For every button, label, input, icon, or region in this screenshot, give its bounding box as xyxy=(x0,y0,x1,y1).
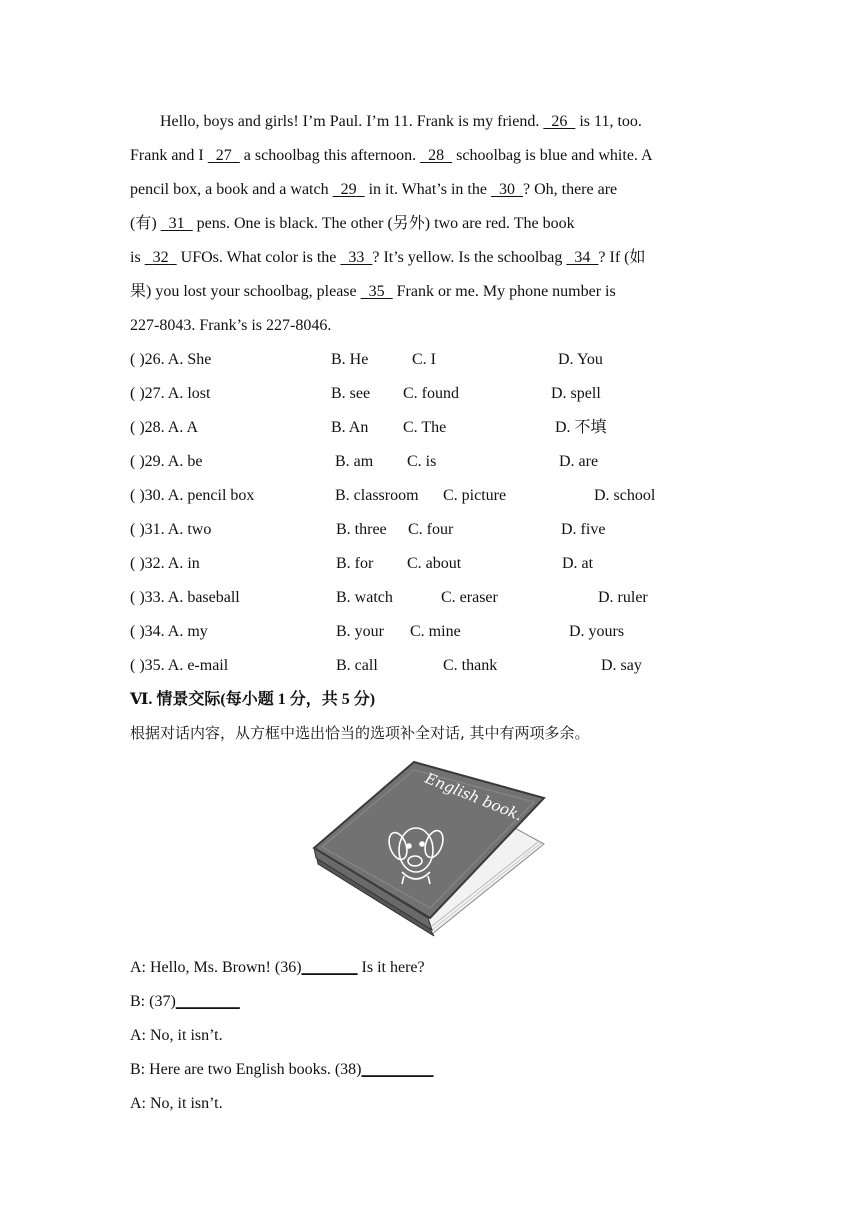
dialog-line-37: B: (37)________ xyxy=(130,993,240,1010)
passage-line-3: pencil box, a book and a watch 29 in it. What’s in the 30 ? Oh, there are xyxy=(130,181,618,198)
passage-line-2: Frank and I 27 a schoolbag this afternoon. 28 schoolbag is blue and white. A xyxy=(130,147,653,164)
section-heading: Ⅵ. 情景交际(每小题 1 分，共 5 分) xyxy=(130,691,376,708)
passage-line-4: (有) 31 pens. One is black. The other (另外) two are red. The book xyxy=(130,215,575,232)
passage-line-5: is 32 UFOs. What color is the 33 ? It’s yellow. Is the schoolbag 34 ? If (如 xyxy=(130,249,646,266)
blank-37: ________ xyxy=(175,993,240,1010)
dialog-line-3: A: No, it isn’t. xyxy=(130,1027,223,1044)
dialog-line-36: A: Hello, Ms. Brown! (36)_______ Is it here? xyxy=(130,959,425,976)
blank-27: 27 xyxy=(215,147,232,164)
blank-34: 34 xyxy=(574,249,591,266)
section-instruction: 根据对话内容，从方框中选出恰当的选项补全对话, 其中有两项多余。 xyxy=(130,724,590,742)
blank-26: 26 xyxy=(551,113,568,130)
blank-38: _________ xyxy=(361,1061,434,1078)
blank-35: 35 xyxy=(368,283,385,300)
passage-line-1: Hello, boys and girls! I’m Paul. I’m 11. Frank is my friend. 26 is 11, too. xyxy=(160,113,642,130)
dialog-line-5: A: No, it isn’t. xyxy=(130,1095,223,1112)
passage-line-7: 227-8043. Frank’s is 227-8046. xyxy=(130,317,332,334)
book-cover-title: English book. xyxy=(422,769,526,825)
blank-36: _______ xyxy=(301,959,358,976)
blank-31: 31 xyxy=(168,215,185,232)
blank-28: 28 xyxy=(428,147,445,164)
blank-33: 33 xyxy=(348,249,365,266)
blank-29: 29 xyxy=(340,181,357,198)
blank-30: 30 xyxy=(498,181,515,198)
dialog-line-38: B: Here are two English books. (38)_________ xyxy=(130,1061,434,1078)
english-book-illustration xyxy=(312,758,546,938)
passage-line-6: 果) you lost your schoolbag, please 35 Frank or me. My phone number is xyxy=(130,283,616,300)
blank-32: 32 xyxy=(152,249,169,266)
